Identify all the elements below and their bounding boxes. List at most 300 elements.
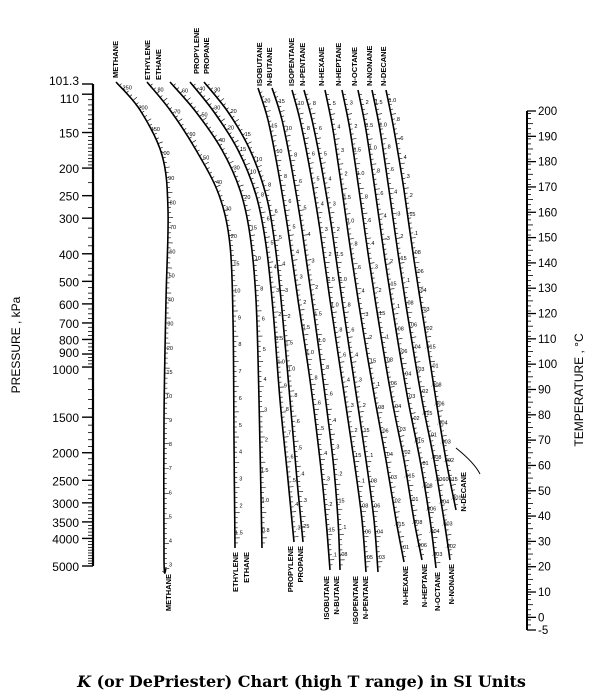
isopentane-curve-tick xyxy=(321,237,326,238)
top-label-ethane: ETHANE xyxy=(154,49,163,80)
temperature-tick-label: 10 xyxy=(538,587,551,600)
n-octane-curve-scale-label: .03 xyxy=(407,393,416,400)
n-heptane-curve-scale-label: .8 xyxy=(363,194,368,201)
isopentane-curve-scale-label: 2 xyxy=(328,252,332,258)
propane-curve-scale-label: 6 xyxy=(274,208,278,215)
n-decane-curve-scale-label: .6 xyxy=(398,136,404,143)
n-hexane-curve-tick xyxy=(391,487,396,488)
n-nonane-curve-tick xyxy=(377,114,382,115)
ethane-curve-tick xyxy=(183,95,185,97)
propane-curve-scale-label: .8 xyxy=(292,392,298,399)
isopentane-curve-scale-label: .08 xyxy=(360,503,369,510)
propane-curve-scale-label: 5 xyxy=(278,235,282,242)
ethane-curve-tick xyxy=(229,161,233,163)
isobutane-curve-scale-label: 8 xyxy=(284,174,288,180)
top-label-n-hexane: N-HEXANE xyxy=(317,46,326,86)
temperature-tick-label: 60 xyxy=(538,460,551,473)
n-nonane-curve-scale-label: .2 xyxy=(398,233,404,240)
ethylene-curve-scale-label: 40 xyxy=(215,180,223,186)
n-nonane-curve-tick xyxy=(400,263,405,264)
pressure-axis-label: PRESSURE , kPa xyxy=(9,296,23,394)
n-octane-curve-scale-label: .3 xyxy=(385,236,390,243)
n-decane-curve-scale-label: .01 xyxy=(430,363,439,370)
ethane-curve-scale-label: 2 xyxy=(264,437,268,444)
propylene-curve-tick xyxy=(221,119,225,122)
n-nonane-curve-tick xyxy=(420,386,425,387)
ethylene-curve-scale-label: 3 xyxy=(239,476,243,483)
isopentane-curve-scale-label: .8 xyxy=(337,327,343,334)
n-butane-curve-scale-label: 10 xyxy=(285,125,292,132)
methane-curve-scale-label: 50 xyxy=(168,273,175,280)
pressure-scale xyxy=(49,74,93,574)
ethylene-curve-scale-label: 70 xyxy=(174,109,181,116)
n-pentane-curve-scale-label: 2 xyxy=(336,226,340,233)
ethane-curve-scale-label: 3 xyxy=(264,407,268,414)
ethane-curve-scale-label: 0.8 xyxy=(261,528,270,535)
n-pentane-curve-tick xyxy=(337,262,342,263)
n-heptane-curve-tick xyxy=(408,485,413,486)
isobutane-curve-scale-label: 10 xyxy=(276,148,283,155)
propane-curve-scale-label: 3 xyxy=(284,287,288,294)
propane-curve-scale-label: .6 xyxy=(295,419,300,426)
isopentane-curve-scale-label: 5 xyxy=(316,176,320,183)
n-pentane-curve-scale-label: .6 xyxy=(349,327,355,334)
n-hexane-curve-scale-label: .04 xyxy=(385,451,393,458)
isobutane-curve-scale-label: 6 xyxy=(288,199,292,206)
n-heptane-curve-tick xyxy=(355,163,360,164)
n-nonane-curve-scale-label: .06 xyxy=(409,322,418,329)
temperature-tick-label: 50 xyxy=(538,485,551,498)
pressure-tick-label: 800 xyxy=(58,333,79,348)
methane-curve-scale-label: 70 xyxy=(169,225,177,232)
temperature-tick-label: 110 xyxy=(538,333,557,346)
propane-curve-tick xyxy=(235,119,239,122)
n-nonane-curve-scale-label: .004 xyxy=(438,499,450,506)
n-pentane-curve-tick xyxy=(311,113,316,114)
pressure-tick-label: 900 xyxy=(58,346,79,361)
ethylene-curve-scale-label: 30 xyxy=(225,206,232,213)
n-butane-curve-scale-label: .4 xyxy=(331,418,337,424)
ethylene-curve-scale-label: 50 xyxy=(203,155,210,162)
top-label-n-butane: N-BUTANE xyxy=(265,47,274,86)
ethane-curve-tick xyxy=(208,127,210,129)
propane-curve-scale-label: 30 xyxy=(214,87,221,94)
propylene-curve-scale-label: 2 xyxy=(278,312,282,318)
n-nonane-curve-scale-label: .003 xyxy=(441,521,453,528)
propylene-curve-tick xyxy=(254,187,259,189)
isobutane-curve-scale-label: .3 xyxy=(325,476,330,483)
isobutane-curve-scale-label: 15 xyxy=(271,123,278,130)
bottom-label-n-decane: N-DECANE xyxy=(459,472,468,512)
n-nonane-curve-scale-label: .006 xyxy=(434,477,446,484)
isopentane-curve-scale-label: 8 xyxy=(306,126,310,133)
methane-curve-tick xyxy=(165,167,170,168)
propane-curve-tick xyxy=(210,88,212,90)
propylene-curve-scale-label: 30 xyxy=(214,105,221,112)
n-pentane-curve-tick xyxy=(355,387,360,388)
ethylene-curve-scale-label: 6 xyxy=(238,396,242,402)
pressure-tick-label: 250 xyxy=(58,189,79,204)
ethylene-curve-scale-label: 5 xyxy=(238,422,242,429)
bottom-label-isopentane: ISOPENTANE xyxy=(351,576,360,625)
n-hexane-curve-scale-label: .01 xyxy=(401,545,410,551)
temperature-tick-label: 100 xyxy=(538,359,558,372)
n-butane-curve-scale-label: .1 xyxy=(341,525,347,532)
n-octane-curve-scale-label: .015 xyxy=(413,438,425,445)
pressure-tick-label: 2500 xyxy=(52,474,79,489)
n-butane-curve-scale-label: 3 xyxy=(311,258,315,265)
n-octane-curve-tick xyxy=(432,537,437,538)
methane-curve-scale-label: 5 xyxy=(168,514,172,521)
bottom-label-isobutane: ISOBUTANE xyxy=(322,576,331,620)
ethane-curve-tick xyxy=(246,210,251,211)
propane-curve-scale-label: 4 xyxy=(282,261,286,268)
ethylene-curve-scale-label: 2 xyxy=(239,503,243,510)
isopentane-curve-tick xyxy=(299,113,304,114)
n-nonane-curve-scale-label: 1.0 xyxy=(379,122,387,129)
n-hexane-curve-scale-label: .8 xyxy=(353,241,358,248)
n-butane-curve-tick xyxy=(295,185,300,186)
n-butane-curve-scale-label: 6 xyxy=(298,178,302,185)
n-decane-curve-tick xyxy=(442,435,447,436)
n-pentane-curve-scale-label: .4 xyxy=(353,352,359,359)
n-hexane-curve-scale-label: 4 xyxy=(337,124,341,131)
n-decane-curve-tick xyxy=(430,361,435,362)
n-hexane-curve-scale-label: 1.5 xyxy=(343,194,351,201)
n-decane-curve-scale-label: .04 xyxy=(418,287,427,294)
n-pentane-curve-tick xyxy=(348,337,353,338)
isopentane-curve-scale-label: 10 xyxy=(297,101,304,108)
n-nonane-curve-scale-label: .01 xyxy=(429,432,437,439)
isopentane-curve-scale-label: .4 xyxy=(345,377,350,384)
n-butane-curve-scale-label: 5 xyxy=(303,205,307,212)
ethane-curve-scale-label: 10 xyxy=(254,256,261,262)
n-pentane-curve-scale-label: .15 xyxy=(361,428,370,434)
pressure-tick-label: 4000 xyxy=(52,532,79,547)
propylene-curve-scale-label: .4 xyxy=(293,501,299,508)
ethylene-curve-tick xyxy=(209,172,212,173)
isobutane-curve-scale-label: .8 xyxy=(313,375,318,382)
n-decane-curve-scale-label: .2 xyxy=(408,193,413,200)
methane-curve-scale-label: 250 xyxy=(122,85,132,92)
bottom-label-ethane: ETHANE xyxy=(242,552,251,583)
n-decane-curve-scale-label: .06 xyxy=(416,269,424,275)
n-hexane-curve-scale-label: 1.0 xyxy=(346,218,355,225)
n-decane-curve-scale-label: .002 xyxy=(443,458,455,465)
isobutane-curve-tick xyxy=(281,185,286,186)
methane-curve-scale-label: 40 xyxy=(167,297,174,304)
n-decane-curve-scale-label: .001 xyxy=(450,495,462,502)
propylene-curve-scale-label: .5 xyxy=(291,478,296,485)
ethylene-curve-tick xyxy=(204,162,208,164)
temperature-tick-label: 0 xyxy=(538,612,545,625)
pressure-tick-label: 400 xyxy=(58,247,79,262)
temperature-tick-label: 40 xyxy=(538,511,551,524)
n-pentane-curve-tick xyxy=(316,138,321,139)
propane-curve-scale-label: .25 xyxy=(301,524,310,530)
isobutane-curve-tick xyxy=(314,409,319,410)
n-octane-curve-tick xyxy=(406,388,411,389)
propylene-curve-scale-label: 3 xyxy=(276,288,280,295)
n-nonane-curve-scale-label: .02 xyxy=(420,388,429,395)
bottom-label-n-hexane: N-HEXANE xyxy=(401,566,410,606)
ethane-curve-tick xyxy=(196,111,198,113)
n-pentane-curve-tick xyxy=(329,212,334,213)
n-octane-curve-tick xyxy=(363,114,368,115)
temperature-tick-label: 200 xyxy=(538,106,558,118)
n-decane-curve-scale-label: .008 xyxy=(430,382,442,389)
methane-curve-tick xyxy=(147,119,151,122)
ethane-curve-scale-label: 20 xyxy=(244,195,251,202)
temperature-tick-label: 20 xyxy=(538,561,551,574)
n-butane-curve-scale-label: .15 xyxy=(336,498,345,505)
n-decane-curve-scale-label: .003 xyxy=(440,439,451,446)
n-butane-curve-tick xyxy=(327,409,332,410)
pressure-tick-label: 700 xyxy=(58,316,79,331)
ethane-curve-scale-label: 15 xyxy=(250,225,257,232)
temperature-tick-label: 140 xyxy=(538,257,558,270)
n-pentane-curve-scale-label: 3 xyxy=(332,201,336,208)
n-butane-curve-scale-label: .3 xyxy=(334,444,340,451)
n-hexane-curve-scale-label: .3 xyxy=(363,311,369,318)
ethane-curve-scale-label: 8 xyxy=(260,286,264,293)
propylene-curve-tick xyxy=(224,124,226,126)
bottom-label-n-heptane: N-HEPTANE xyxy=(420,564,429,608)
propylene-curve-scale-label: .9 xyxy=(282,383,287,390)
k-value-curves xyxy=(116,82,480,573)
isobutane-curve-scale-label: .15 xyxy=(327,527,335,534)
propylene-curve-tick xyxy=(229,133,232,135)
n-butane-curve-scale-label: .6 xyxy=(328,391,333,398)
propylene-curve-scale-label: .6 xyxy=(289,454,294,461)
propylene-curve-tick xyxy=(245,163,250,165)
methane-curve-tick xyxy=(133,97,137,100)
n-decane-curve-scale-label: 1.0 xyxy=(388,98,397,105)
n-decane-curve-scale-label: .4 xyxy=(402,155,407,161)
propane-curve-tick xyxy=(207,84,209,86)
ethylene-curve-tick xyxy=(154,88,156,90)
propane-curve-scale-label: 20 xyxy=(230,109,237,116)
ethylene-curve-tick xyxy=(160,95,162,97)
propane-curve-tick xyxy=(257,165,262,167)
n-nonane-curve-tick xyxy=(411,337,416,338)
propane-curve-tick xyxy=(247,142,251,144)
ethylene-curve-tick xyxy=(150,84,152,86)
methane-curve-scale-label: 15 xyxy=(166,369,173,376)
n-hexane-curve-scale-label: .02 xyxy=(393,498,401,505)
ethane-curve-scale-label: 30 xyxy=(233,165,240,172)
chart-caption xyxy=(0,672,603,691)
n-hexane-curve-scale-label: .015 xyxy=(393,521,405,528)
n-octane-curve-scale-label: .8 xyxy=(375,168,381,175)
isobutane-curve-scale-label: 20 xyxy=(264,98,271,105)
n-butane-curve-tick xyxy=(330,434,335,435)
pressure-tick-label: 300 xyxy=(58,212,79,227)
pressure-tick-label: 1000 xyxy=(52,363,79,378)
temperature-tick-label: 160 xyxy=(538,207,558,220)
propane-curve-tick xyxy=(265,190,270,191)
methane-curve-scale-label: 60 xyxy=(169,249,176,256)
top-label-methane: METHANE xyxy=(111,40,120,78)
n-octane-curve-scale-label: 1.0 xyxy=(369,145,377,152)
isobutane-curve-scale-label: .6 xyxy=(316,400,321,407)
n-heptane-curve-tick xyxy=(362,213,367,214)
n-nonane-curve-tick xyxy=(446,534,451,535)
bottom-label-methane: METHANE xyxy=(164,574,173,612)
propane-curve-scale-label: 8 xyxy=(268,182,272,189)
n-decane-curve-scale-label: .015 xyxy=(424,344,436,351)
pressure-tick-label: 150 xyxy=(58,126,79,141)
ethane-curve-tick xyxy=(190,103,192,105)
n-butane-curve-tick xyxy=(310,284,315,285)
methane-curve-scale-label: 4 xyxy=(168,538,172,545)
n-butane-curve-scale-label: 1.0 xyxy=(317,338,326,345)
methane-curve-scale-label: 10 xyxy=(166,393,173,400)
ethylene-curve-scale-label: 1.5 xyxy=(235,530,243,537)
pressure-tick-label: 2000 xyxy=(52,446,79,461)
n-pentane-curve-scale-label: .06 xyxy=(372,503,381,510)
propylene-curve-tick xyxy=(206,98,210,101)
isobutane-curve-scale-label: 2 xyxy=(303,299,307,306)
isopentane-curve-scale-label: 6 xyxy=(311,151,315,158)
n-pentane-curve-scale-label: 4 xyxy=(328,176,332,183)
n-hexane-curve-scale-label: .15 xyxy=(368,358,377,365)
n-pentane-curve-scale-label: 6 xyxy=(318,126,322,133)
n-hexane-curve-scale-label: 5 xyxy=(332,100,336,107)
n-octane-curve-scale-label: .1 xyxy=(395,303,401,310)
n-nonane-curve-tick xyxy=(438,485,443,486)
n-heptane-curve-scale-label: .1 xyxy=(384,334,390,341)
n-pentane-curve-scale-label: 1.5 xyxy=(335,252,344,258)
n-heptane-curve-scale-label: .3 xyxy=(373,264,378,271)
methane-curve-scale-label: 3 xyxy=(169,562,173,569)
isobutane-curve-scale-label: .4 xyxy=(322,451,328,458)
pressure-tick-label: 1500 xyxy=(52,411,79,426)
n-heptane-curve-tick xyxy=(352,139,357,140)
n-pentane-curve-tick xyxy=(363,436,368,437)
n-octane-curve-tick xyxy=(375,189,380,190)
ethylene-curve-tick xyxy=(169,107,171,109)
ethane-curve-scale-label: 40 xyxy=(218,138,226,145)
isobutane-curve-scale-label: 1.0 xyxy=(306,350,314,357)
n-octane-curve-tick xyxy=(393,313,398,314)
n-nonane-curve-scale-label: .08 xyxy=(405,300,414,307)
top-label-n-heptane: N-HEPTANE xyxy=(334,42,343,86)
isobutane-curve-scale-label: .1 xyxy=(332,552,337,559)
n-hexane-curve-tick xyxy=(382,437,387,438)
propylene-curve-scale-label: 1.0 xyxy=(277,359,285,366)
n-butane-curve-scale-label: 1.5 xyxy=(314,311,322,318)
n-decane-curve-scale-label: .1 xyxy=(413,231,419,238)
methane-curve-scale-label: 200 xyxy=(138,105,148,112)
n-pentane-curve-scale-label: .3 xyxy=(357,377,362,384)
bottom-label-n-butane: N-BUTANE xyxy=(332,576,341,615)
propylene-curve-scale-label: 4 xyxy=(273,264,277,271)
n-nonane-curve-tick xyxy=(415,362,420,363)
ethane-curve-tick xyxy=(177,87,179,89)
isobutane-curve-scale-label: .2 xyxy=(327,501,333,508)
isobutane-curve-scale-label: 3 xyxy=(299,274,303,281)
propylene-curve-tick xyxy=(203,96,205,98)
n-pentane-curve-scale-label: 1.0 xyxy=(339,277,347,284)
methane-curve-scale-label: 6 xyxy=(168,490,172,497)
ethane-curve-scale-label: 4 xyxy=(263,377,267,384)
ethylene-curve-scale-label: 80 xyxy=(157,87,164,94)
caption-text: (or DePriester) Chart (high T range) in SI Units xyxy=(91,672,526,691)
propane-curve-tick xyxy=(226,108,228,110)
n-butane-curve-tick xyxy=(320,359,325,360)
n-octane-curve-scale-label: .06 xyxy=(399,348,408,355)
temperature-tick-label: 70 xyxy=(538,435,551,448)
n-nonane-curve-tick xyxy=(442,510,447,511)
n-butane-curve-scale-label: 8 xyxy=(294,152,298,159)
n-octane-curve-scale-label: .08 xyxy=(396,326,404,333)
n-pentane-curve-tick xyxy=(359,411,364,412)
n-butane-curve-tick xyxy=(290,160,295,161)
ethane-curve-tick xyxy=(250,235,255,236)
n-decane-curve-tick xyxy=(411,238,416,239)
ethylene-curve-scale-label: 15 xyxy=(233,261,240,268)
propane-curve-tick xyxy=(223,104,225,106)
n-butane-curve-tick xyxy=(280,110,285,111)
n-octane-curve-scale-label: .01 xyxy=(420,461,429,468)
methane-curve-tick xyxy=(119,84,121,86)
isopentane-curve-tick xyxy=(325,262,330,263)
n-hexane-curve-tick xyxy=(330,114,335,115)
n-butane-curve-tick xyxy=(313,309,318,310)
n-decane-curve-scale-label: .0015 xyxy=(443,476,458,483)
n-pentane-curve-tick xyxy=(344,312,349,313)
n-pentane-curve-tick xyxy=(351,362,356,363)
isobutane-curve-tick xyxy=(292,260,297,261)
propylene-curve-tick xyxy=(209,103,211,105)
methane-curve-scale-label: 8 xyxy=(168,442,172,449)
bottom-label-n-pentane: N-PENTANE xyxy=(361,576,370,620)
ethane-curve-tick xyxy=(173,84,175,86)
n-pentane-curve-scale-label: 5 xyxy=(323,151,327,158)
n-nonane-curve-scale-label: 1.5 xyxy=(374,100,383,106)
pressure-tick-label: 3000 xyxy=(52,496,79,511)
temperature-tick-label: 130 xyxy=(538,283,558,296)
isopentane-curve-scale-label: .05 xyxy=(365,554,373,561)
n-butane-curve-scale-label: 15 xyxy=(278,99,285,106)
n-nonane-curve-scale-label: .008 xyxy=(430,454,442,461)
ethylene-curve-tick xyxy=(178,119,182,122)
n-decane-curve-tick xyxy=(391,114,396,115)
n-nonane-curve-tick xyxy=(381,138,386,139)
top-compound-labels xyxy=(111,28,388,86)
propane-curve-scale-label: 2 xyxy=(287,314,291,321)
propane-curve-scale-label: .5 xyxy=(297,445,303,452)
temperature-tick-label: -5 xyxy=(538,625,549,637)
methane-curve-scale-label: 30 xyxy=(167,321,174,328)
n-pentane-curve-tick xyxy=(333,237,338,238)
n-heptane-curve-tick xyxy=(412,510,417,511)
n-nonane-curve-scale-label: .1 xyxy=(405,278,411,285)
n-decane-curve-scale-label: .004 xyxy=(436,420,448,427)
ethylene-curve-scale-label: 8 xyxy=(238,342,242,349)
n-decane-curve-scale-label: .3 xyxy=(405,174,410,180)
temperature-tick-label: 150 xyxy=(538,232,558,245)
n-hexane-curve-tick xyxy=(345,214,350,215)
methane-curve-tick xyxy=(158,142,163,144)
n-hexane-curve xyxy=(322,90,404,562)
n-nonane-curve-scale-label: .002 xyxy=(445,544,456,550)
n-octane-curve-scale-label: .02 xyxy=(411,416,420,423)
n-octane-curve-tick xyxy=(402,363,407,364)
n-hexane-curve-scale-label: 2 xyxy=(344,171,348,178)
n-octane-curve-scale-label: .6 xyxy=(378,191,384,197)
